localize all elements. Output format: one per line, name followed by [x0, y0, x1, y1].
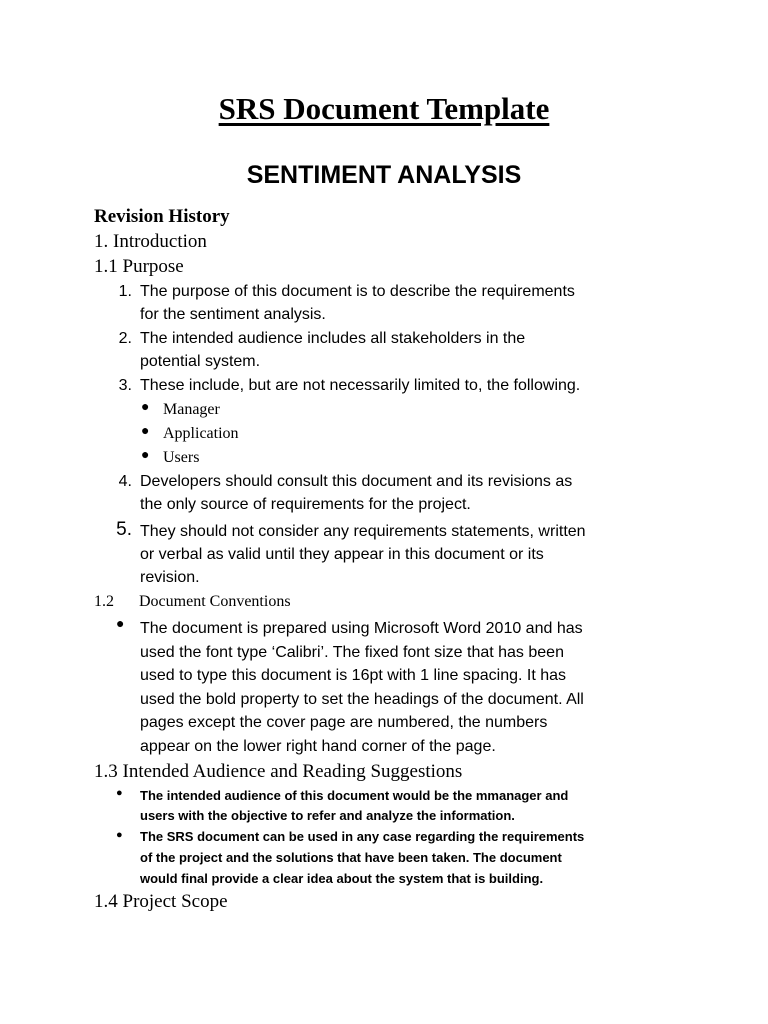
list-item-line: The intended audience includes all stakeholders in the: [140, 330, 526, 347]
list-item-line: They should not consider any requirements statements, written: [140, 523, 586, 540]
sub-bullet-item: Manager: [163, 401, 220, 418]
bullet-icon: ●: [116, 617, 125, 632]
bullet-icon: ●: [141, 424, 150, 439]
list-number: 2.: [118, 330, 132, 347]
list-item-line: revision.: [140, 569, 200, 586]
section-number: 1.2: [94, 593, 114, 610]
bullet-icon: ●: [116, 787, 123, 799]
audience-line: users with the objective to refer and analyze the information.: [140, 808, 515, 823]
audience-line: of the project and the solutions that have been taken. The document: [140, 850, 562, 865]
bullet-icon: ●: [141, 448, 150, 463]
list-item-line: These include, but are not necessarily limited to, the following.: [140, 377, 581, 394]
list-number: 1.: [118, 283, 132, 300]
purpose-heading: 1.1 Purpose: [94, 256, 184, 277]
sub-bullet-item: Application: [163, 425, 239, 442]
introduction-heading: 1. Introduction: [94, 231, 207, 252]
list-number: 4.: [118, 473, 132, 490]
list-item-line: the only source of requirements for the project.: [140, 496, 471, 513]
conventions-line: The document is prepared using Microsoft Word 2010 and has: [140, 620, 583, 637]
revision-history-heading: Revision History: [94, 206, 230, 227]
conventions-heading: Document Conventions: [139, 593, 291, 610]
document-title: SRS Document Template: [218, 91, 550, 126]
bullet-icon: ●: [141, 400, 150, 415]
audience-line: The SRS document can be used in any case regarding the requirements: [140, 829, 585, 844]
conventions-line: appear on the lower right hand corner of the page.: [140, 738, 496, 755]
document-subtitle: SENTIMENT ANALYSIS: [246, 161, 522, 189]
conventions-line: used to type this document is 16pt with 1 line spacing. It has: [140, 667, 567, 684]
list-item-line: The purpose of this document is to describe the requirements: [140, 283, 575, 300]
bullet-icon: ●: [116, 829, 123, 841]
scope-heading: 1.4 Project Scope: [94, 891, 228, 912]
conventions-line: used the bold property to set the headings of the document. All: [140, 691, 584, 708]
conventions-line: pages except the cover page are numbered, the numbers: [140, 714, 548, 731]
audience-line: The intended audience of this document would be the mmanager and: [140, 788, 569, 803]
conventions-line: used the font type ‘Calibri’. The fixed font size that has been: [140, 644, 564, 661]
list-number: 5.: [116, 519, 132, 540]
audience-heading: 1.3 Intended Audience and Reading Suggestions: [94, 761, 463, 782]
list-number: 3.: [118, 377, 132, 394]
list-item-line: potential system.: [140, 353, 261, 370]
list-item-line: or verbal as valid until they appear in this document or its: [140, 546, 544, 563]
list-item-line: for the sentiment analysis.: [140, 306, 326, 323]
sub-bullet-item: Users: [163, 449, 200, 466]
list-item-line: Developers should consult this document and its revisions as: [140, 473, 573, 490]
audience-line: would final provide a clear idea about the system that is building.: [140, 871, 544, 886]
